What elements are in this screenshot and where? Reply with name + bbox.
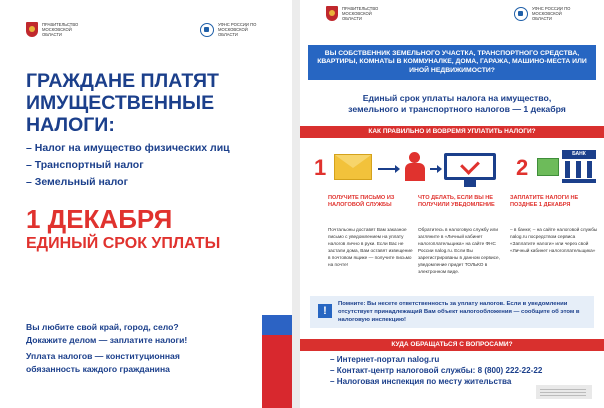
- right-leaflet: [300, 0, 604, 408]
- owner-question-banner: ВЫ СОБСТВЕННИК ЗЕМЕЛЬНОГО УЧАСТКА, ТРАНСПОРТНОГО СРЕДСТВА, КВАРТИРЫ, КОМНАТЫ В КОММУНАЛКЕ, ДОМА, ГАРАЖА, МАШИНО-МЕСТА ИЛИ ИНОЙ НЕДВИЖИМОСТИ?: [308, 45, 596, 80]
- bank-label: БАНК: [562, 150, 596, 159]
- tax-item: – Земельный налог: [26, 176, 128, 188]
- slogan-line: Докажите делом — заплатите налоги!: [26, 335, 188, 345]
- tax-item: – Налог на имущество физических лиц: [26, 142, 230, 154]
- fns-logo-icon: [200, 23, 214, 37]
- arrow-right-icon: [430, 168, 440, 170]
- step-column-heading: ПОЛУЧИТЕ ПИСЬМО ИЗ НАЛОГОВОЙ СЛУЖБЫ: [328, 195, 395, 208]
- left-leaflet: [0, 0, 292, 408]
- due-label: ЕДИНЫЙ СРОК УПЛАТЫ: [26, 235, 221, 252]
- warning-text: Помните: Вы несете ответственность за уплату налогов. Если в уведомлении отсутствует принадлежащий Вам объект налогообложения — сообщите об этом в налоговую инспекцию!: [338, 301, 580, 323]
- coat-of-arms-icon: [326, 6, 338, 21]
- step-one-number: 1: [314, 155, 327, 180]
- step-column-text: Почтальоны доставят Вам заказное письмо с уведомлением на уплату налогов лично в руки. Если Вас не застали дома, Вам оставят извещение в почтовом ящике — получите письмо на почте!: [328, 227, 413, 267]
- questions-bar: КУДА ОБРАЩАТЬСЯ С ВОПРОСАМИ?: [300, 339, 604, 351]
- tax-list: [26, 140, 230, 191]
- tax-header: [514, 6, 580, 21]
- gov-name: ПРАВИТЕЛЬСТВО МОСКОВСКОЙ ОБЛАСТИ: [342, 6, 379, 21]
- tax-item: – Транспортный налог: [26, 159, 144, 171]
- computer-monitor-icon: [444, 153, 496, 187]
- gov-name: ПРАВИТЕЛЬСТВО МОСКОВСКОЙ ОБЛАСТИ: [42, 22, 79, 37]
- step-two-number: 2: [516, 155, 529, 180]
- leaflet-title: ГРАЖДАНЕ ПЛАТЯТ ИМУЩЕСТВЕННЫЕ НАЛОГИ:: [26, 70, 219, 136]
- tax-service-name: УФНС РОССИИ ПО МОСКОВСКОЙ ОБЛАСТИ: [218, 22, 257, 37]
- deadline-headline: Единый срок уплаты налога на имущество, земельного и транспортного налогов — 1 декабря: [348, 93, 566, 114]
- fns-logo-icon: [514, 7, 528, 21]
- money-icon: [537, 158, 559, 176]
- step-column-text: – в банке; – на сайте налоговой службы nalog.ru посредством сервиса «Заплатите налоги» или через свой «Личный кабинет налогоплательщика»: [510, 227, 598, 253]
- step-column-heading: ЧТО ДЕЛАТЬ, ЕСЛИ ВЫ НЕ ПОЛУЧИЛИ УВЕДОМЛЕНИЕ: [418, 195, 495, 208]
- contact-item: – Налоговая инспекция по месту жительства: [330, 377, 512, 386]
- bank-icon: [562, 150, 596, 184]
- print-info-block: [536, 385, 592, 399]
- slogan-line: Уплата налогов — конституционная: [26, 351, 180, 361]
- gov-header: [326, 6, 390, 21]
- coat-of-arms-icon: [26, 22, 38, 37]
- envelope-icon: [334, 154, 372, 180]
- tax-header: [200, 22, 266, 37]
- person-icon: [403, 152, 427, 182]
- contact-item: – Контакт-центр налоговой службы: 8 (800) 222-22-22: [330, 366, 543, 375]
- due-date: 1 ДЕКАБРЯ: [26, 204, 173, 234]
- flag-red-stripe: [262, 335, 292, 408]
- flag-blue-stripe: [262, 315, 292, 335]
- tax-service-name: УФНС РОССИИ ПО МОСКОВСКОЙ ОБЛАСТИ: [532, 6, 571, 21]
- warning-box: [310, 296, 594, 328]
- gov-header: [26, 22, 90, 37]
- contact-item: – Интернет-портал nalog.ru: [330, 355, 440, 364]
- exclamation-icon: !: [318, 304, 332, 318]
- arrow-right-icon: [378, 168, 398, 170]
- how-to-pay-bar: КАК ПРАВИЛЬНО И ВОВРЕМЯ УПЛАТИТЬ НАЛОГИ?: [300, 126, 604, 138]
- slogan-line: Вы любите свой край, город, село?: [26, 322, 179, 332]
- step-column-text: Обратитесь в налоговую службу или загляните в «Личный кабинет налогоплательщика» на сайте ФНС России nalog.ru. Если Вы зарегистрированы в данном сервисе, уведомление придет ТОЛЬКО в электронном виде.: [418, 227, 500, 274]
- flag-white-stripe: [262, 285, 292, 315]
- contacts-list: [330, 354, 542, 387]
- slogan-line: обязанность каждого гражданина: [26, 364, 170, 374]
- step-column-heading: ЗАПЛАТИТЕ НАЛОГИ НЕ ПОЗДНЕЕ 1 ДЕКАБРЯ: [510, 195, 579, 208]
- slogan-block: [26, 321, 258, 376]
